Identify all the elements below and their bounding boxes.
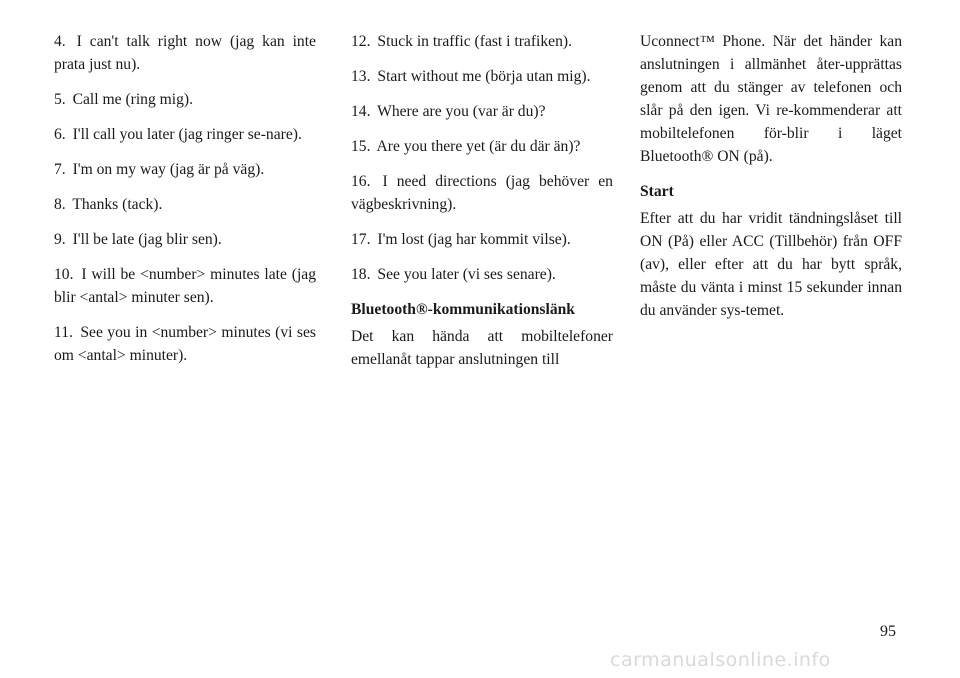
body-paragraph: Uconnect™ Phone. När det händer kan anslutningen i allmänhet åter-upprättas genom att du stänger av telefonen och slår på den igen. Vi re-kommenderar att mobiltelefonen för-blir i läget Bluetooth® ON (på). bbox=[640, 33, 902, 165]
watermark-text: carmanualsonline.info bbox=[610, 649, 831, 671]
list-item: 5. Call me (ring mig). bbox=[54, 91, 194, 108]
list-item: 15. Are you there yet (är du där än)? bbox=[351, 138, 581, 155]
page-number: 95 bbox=[880, 623, 896, 640]
column-right bbox=[640, 30, 902, 334]
list-item: 17. I'm lost (jag har kommit vilse). bbox=[351, 231, 571, 248]
body-paragraph: Det kan hända att mobiltelefoner emellanåt tappar anslutningen till bbox=[351, 328, 613, 368]
list-item: 11. See you in <number> minutes (vi ses om <antal> minuter). bbox=[54, 324, 316, 364]
section-heading: Bluetooth®-kommunikationslänk bbox=[351, 301, 575, 318]
list-item: 8. Thanks (tack). bbox=[54, 196, 163, 213]
list-item: 16. I need directions (jag behöver en vägbeskrivning). bbox=[351, 173, 613, 213]
list-item: 9. I'll be late (jag blir sen). bbox=[54, 231, 222, 248]
column-left bbox=[54, 30, 316, 379]
section-heading: Start bbox=[640, 183, 674, 200]
list-item: 12. Stuck in traffic (fast i trafiken). bbox=[351, 33, 572, 50]
list-item: 18. See you later (vi ses senare). bbox=[351, 266, 556, 283]
list-item: 10. I will be <number> minutes late (jag blir <antal> minuter sen). bbox=[54, 266, 316, 306]
body-paragraph: Efter att du har vridit tändningslåset till ON (På) eller ACC (Tillbehör) från OFF (av), eller efter att du har bytt språk, måste du vänta i minst 15 sekunder innan du använder sys-temet. bbox=[640, 210, 902, 319]
column-middle bbox=[351, 30, 613, 383]
list-item: 14. Where are you (var är du)? bbox=[351, 103, 546, 120]
list-item: 7. I'm on my way (jag är på väg). bbox=[54, 161, 265, 178]
list-item: 4. I can't talk right now (jag kan inte prata just nu). bbox=[54, 33, 316, 73]
list-item: 6. I'll call you later (jag ringer se-nare). bbox=[54, 126, 302, 143]
list-item: 13. Start without me (börja utan mig). bbox=[351, 68, 591, 85]
